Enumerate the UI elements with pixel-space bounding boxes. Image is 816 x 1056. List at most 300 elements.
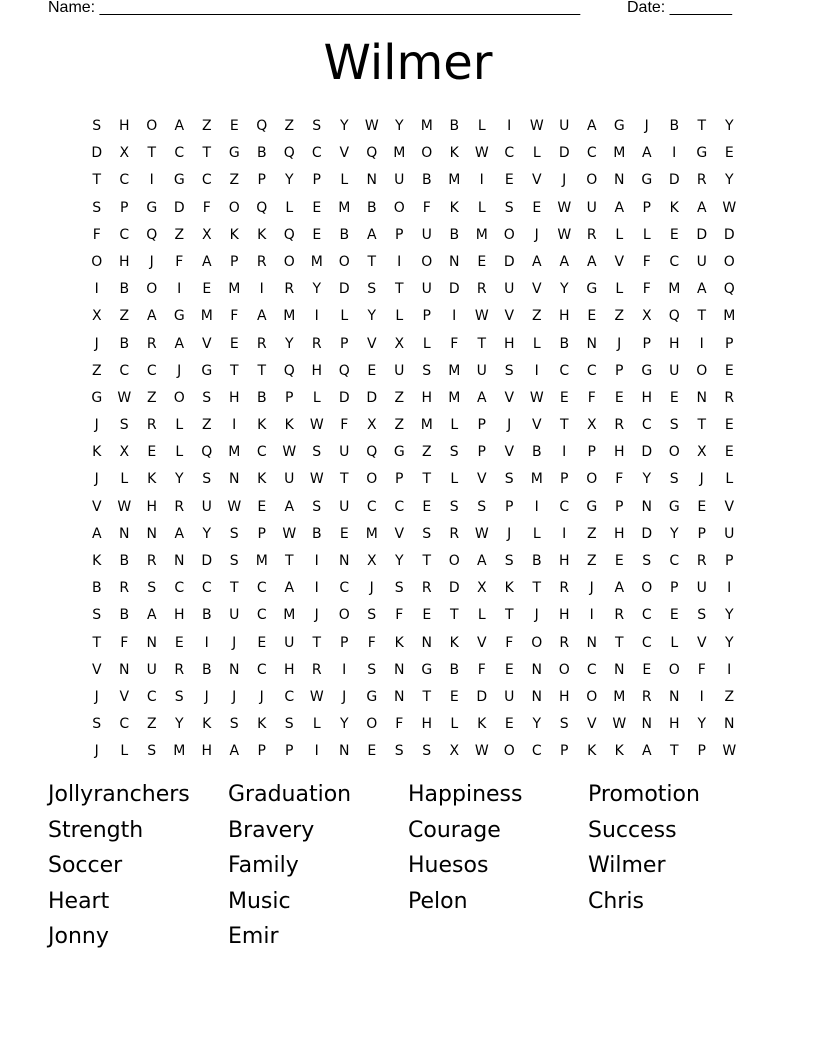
word-search-grid — [83, 113, 743, 766]
grid-letter: X — [119, 145, 130, 162]
grid-letter: H — [201, 743, 213, 760]
grid-letter: Q — [723, 281, 735, 298]
grid-letter: Z — [421, 444, 432, 461]
grid-letter: S — [92, 607, 102, 624]
grid-letter: H — [311, 362, 323, 379]
grid-letter: T — [477, 335, 487, 352]
grid-letter: N — [586, 335, 597, 352]
grid-letter: I — [727, 580, 732, 597]
grid-letter: E — [697, 498, 707, 515]
grid-letter: Y — [284, 172, 294, 189]
grid-row — [83, 439, 743, 466]
grid-letter: T — [284, 553, 294, 569]
grid-letter: T — [92, 634, 102, 651]
grid-letter: B — [256, 145, 267, 162]
grid-letter: K — [147, 471, 157, 488]
grid-letter: U — [339, 444, 350, 461]
grid-letter: L — [175, 417, 184, 434]
grid-letter: R — [614, 417, 625, 434]
grid-letter: K — [257, 471, 267, 488]
grid-letter: F — [340, 417, 349, 434]
grid-letter: P — [642, 335, 651, 352]
grid-letter: S — [449, 444, 459, 461]
grid-letter: M — [448, 389, 461, 406]
grid-letter: C — [669, 553, 680, 569]
grid-letter: P — [340, 335, 349, 352]
grid-letter: T — [257, 362, 267, 379]
grid-letter: D — [641, 444, 653, 461]
grid-letter: F — [367, 634, 376, 651]
grid-letter: S — [147, 580, 157, 597]
grid-letter: K — [587, 743, 597, 760]
grid-letter: W — [117, 389, 132, 406]
grid-letter: Z — [531, 308, 542, 325]
grid-letter: E — [669, 389, 679, 406]
grid-letter: J — [94, 417, 99, 434]
grid-letter: F — [92, 226, 101, 243]
grid-letter: Y — [642, 471, 652, 488]
grid-letter: C — [641, 634, 652, 651]
date-field-label: Date: _______ — [627, 0, 732, 16]
grid-letter: G — [696, 145, 708, 162]
grid-letter: Q — [283, 362, 295, 379]
grid-letter: T — [312, 634, 322, 651]
grid-letter: E — [257, 634, 267, 651]
grid-letter: E — [174, 634, 184, 651]
grid-letter: P — [587, 444, 596, 461]
grid-letter: A — [284, 498, 295, 515]
grid-letter: I — [342, 661, 347, 678]
grid-letter: B — [201, 661, 212, 678]
grid-letter: I — [562, 444, 567, 461]
grid-letter: F — [175, 253, 184, 270]
grid-letter: I — [589, 607, 594, 624]
grid-letter: C — [586, 661, 597, 678]
grid-letter: I — [534, 362, 539, 379]
grid-letter: S — [367, 281, 377, 298]
grid-letter: A — [696, 199, 707, 216]
grid-letter: K — [257, 716, 267, 733]
grid-letter: Q — [283, 226, 295, 243]
grid-letter: E — [614, 389, 624, 406]
grid-letter: L — [725, 471, 734, 488]
grid-letter: D — [696, 226, 708, 243]
grid-letter: E — [669, 607, 679, 624]
grid-letter: Y — [724, 118, 734, 134]
grid-letter: X — [366, 417, 377, 434]
grid-letter: L — [422, 335, 431, 352]
grid-letter: Z — [284, 118, 295, 134]
grid-letter: Z — [724, 688, 735, 705]
grid-letter: H — [421, 389, 433, 406]
grid-letter: S — [229, 553, 239, 569]
grid-letter: W — [557, 199, 572, 216]
grid-letter: T — [697, 417, 707, 434]
grid-letter: I — [562, 525, 567, 542]
grid-letter: U — [339, 498, 350, 515]
grid-letter: M — [228, 281, 241, 298]
grid-letter: C — [504, 145, 515, 162]
grid-letter: K — [394, 634, 404, 651]
grid-letter: G — [668, 498, 680, 515]
grid-letter: R — [586, 226, 597, 243]
grid-letter: O — [421, 253, 433, 270]
grid-letter: W — [309, 688, 324, 705]
grid-letter: L — [532, 145, 541, 162]
grid-letter: L — [450, 716, 459, 733]
grid-letter: J — [589, 580, 594, 597]
grid-letter: R — [119, 580, 130, 597]
grid-letter: Y — [724, 634, 734, 651]
grid-letter: P — [422, 308, 431, 325]
grid-letter: A — [146, 308, 157, 325]
grid-letter: L — [395, 308, 404, 325]
grid-letter: B — [449, 118, 460, 134]
grid-letter: Z — [201, 118, 212, 134]
grid-letter: Q — [366, 145, 378, 162]
grid-letter: T — [367, 253, 377, 270]
grid-letter: N — [119, 661, 130, 678]
grid-row — [83, 684, 743, 711]
grid-letter: T — [422, 471, 432, 488]
grid-letter: Z — [174, 226, 185, 243]
word-list-item: Huesos — [408, 853, 489, 879]
grid-letter: C — [559, 362, 570, 379]
grid-letter: D — [201, 553, 213, 569]
grid-letter: V — [724, 498, 735, 515]
grid-letter: N — [724, 716, 735, 733]
grid-letter: K — [202, 716, 212, 733]
grid-letter: R — [256, 253, 267, 270]
grid-letter: A — [174, 335, 185, 352]
grid-letter: N — [586, 634, 597, 651]
grid-letter: T — [504, 607, 514, 624]
grid-letter: C — [256, 661, 267, 678]
grid-letter: J — [149, 253, 154, 270]
grid-letter: B — [421, 172, 432, 189]
grid-letter: H — [558, 308, 570, 325]
grid-letter: W — [474, 743, 489, 760]
grid-letter: W — [227, 498, 242, 515]
grid-letter: N — [339, 743, 350, 760]
grid-letter: O — [641, 580, 653, 597]
grid-letter: J — [699, 471, 704, 488]
word-list-item: Pelon — [408, 888, 468, 914]
grid-letter: S — [312, 118, 322, 134]
grid-letter: E — [147, 444, 157, 461]
grid-letter: S — [477, 498, 487, 515]
grid-letter: P — [642, 199, 651, 216]
grid-letter: Z — [394, 389, 405, 406]
grid-letter: D — [723, 226, 735, 243]
grid-row — [83, 630, 743, 657]
grid-letter: W — [474, 308, 489, 325]
grid-letter: O — [586, 471, 598, 488]
grid-letter: I — [259, 281, 264, 298]
grid-row — [83, 303, 743, 330]
grid-letter: L — [340, 308, 349, 325]
grid-letter: L — [175, 444, 184, 461]
grid-letter: P — [120, 199, 129, 216]
grid-letter: I — [727, 661, 732, 678]
grid-letter: W — [282, 525, 297, 542]
grid-letter: Y — [367, 308, 377, 325]
grid-letter: V — [91, 498, 102, 515]
grid-row — [83, 466, 743, 493]
grid-letter: V — [476, 471, 487, 488]
grid-letter: J — [94, 743, 99, 760]
grid-letter: O — [668, 444, 680, 461]
grid-letter: V — [586, 716, 597, 733]
grid-letter: N — [421, 634, 432, 651]
grid-letter: L — [312, 716, 321, 733]
grid-letter: M — [448, 362, 461, 379]
grid-letter: A — [146, 607, 157, 624]
grid-letter: R — [449, 525, 460, 542]
grid-letter: Y — [697, 716, 707, 733]
word-list-item: Happiness — [408, 782, 523, 807]
grid-letter: V — [339, 145, 350, 162]
grid-letter: C — [201, 172, 212, 189]
word-list-item: Courage — [408, 817, 501, 843]
grid-letter: S — [202, 471, 212, 488]
grid-letter: H — [558, 688, 570, 705]
grid-letter: M — [338, 199, 351, 216]
grid-letter: C — [586, 145, 597, 162]
grid-letter: T — [394, 281, 404, 298]
grid-letter: A — [614, 580, 625, 597]
grid-letter: O — [448, 553, 460, 569]
grid-letter: M — [255, 553, 268, 569]
grid-letter: V — [531, 172, 542, 189]
grid-letter: A — [586, 118, 597, 134]
grid-letter: G — [366, 688, 378, 705]
grid-letter: Y — [559, 281, 569, 298]
grid-letter: O — [91, 253, 103, 270]
grid-letter: G — [586, 498, 598, 515]
grid-letter: L — [670, 634, 679, 651]
grid-letter: E — [669, 226, 679, 243]
grid-letter: N — [614, 172, 625, 189]
grid-letter: S — [202, 389, 212, 406]
grid-letter: O — [366, 471, 378, 488]
grid-letter: F — [450, 335, 459, 352]
grid-letter: H — [146, 498, 158, 515]
grid-letter: B — [559, 335, 570, 352]
grid-letter: F — [642, 281, 651, 298]
grid-letter: U — [504, 688, 515, 705]
grid-letter: J — [562, 172, 567, 189]
grid-letter: I — [672, 145, 677, 162]
grid-letter: E — [724, 362, 734, 379]
grid-letter: E — [504, 172, 514, 189]
grid-letter: R — [559, 634, 570, 651]
grid-letter: L — [120, 743, 129, 760]
grid-letter: N — [174, 553, 185, 569]
grid-letter: A — [366, 226, 377, 243]
grid-letter: J — [94, 335, 99, 352]
grid-row — [83, 385, 743, 412]
grid-letter: S — [147, 743, 157, 760]
grid-row — [83, 113, 743, 140]
grid-letter: P — [670, 580, 679, 597]
grid-letter: A — [476, 389, 487, 406]
grid-letter: D — [641, 525, 653, 542]
grid-letter: E — [202, 281, 212, 298]
grid-letter: M — [613, 688, 626, 705]
grid-letter: E — [642, 661, 652, 678]
grid-letter: K — [477, 716, 487, 733]
grid-letter: M — [173, 743, 186, 760]
grid-letter: V — [696, 634, 707, 651]
grid-letter: N — [229, 661, 240, 678]
grid-letter: M — [283, 308, 296, 325]
grid-letter: V — [91, 661, 102, 678]
grid-letter: A — [696, 281, 707, 298]
grid-letter: I — [314, 308, 319, 325]
grid-letter: X — [476, 580, 487, 597]
grid-letter: T — [669, 743, 679, 760]
grid-letter: Q — [668, 308, 680, 325]
grid-letter: S — [119, 417, 129, 434]
grid-letter: D — [503, 253, 515, 270]
grid-row — [83, 602, 743, 629]
grid-letter: J — [94, 688, 99, 705]
grid-letter: L — [532, 335, 541, 352]
grid-letter: C — [174, 145, 185, 162]
grid-letter: X — [394, 335, 405, 352]
word-list-item: Music — [228, 888, 291, 914]
grid-letter: F — [505, 634, 514, 651]
grid-letter: C — [284, 688, 295, 705]
grid-letter: C — [586, 362, 597, 379]
grid-letter: R — [724, 389, 735, 406]
grid-letter: C — [256, 580, 267, 597]
grid-letter: Q — [283, 145, 295, 162]
grid-letter: H — [283, 661, 295, 678]
grid-letter: L — [642, 226, 651, 243]
grid-letter: O — [668, 661, 680, 678]
grid-letter: N — [669, 688, 680, 705]
grid-letter: E — [257, 498, 267, 515]
grid-letter: B — [449, 226, 460, 243]
grid-letter: P — [230, 253, 239, 270]
grid-letter: G — [421, 661, 433, 678]
grid-letter: H — [613, 525, 625, 542]
grid-letter: Y — [394, 118, 404, 134]
grid-letter: I — [204, 634, 209, 651]
grid-letter: N — [229, 471, 240, 488]
grid-letter: C — [201, 580, 212, 597]
grid-letter: U — [394, 172, 405, 189]
grid-letter: B — [201, 607, 212, 624]
grid-letter: V — [531, 281, 542, 298]
grid-letter: W — [364, 118, 379, 134]
grid-letter: P — [477, 444, 486, 461]
grid-letter: W — [309, 471, 324, 488]
word-list-item: Heart — [48, 888, 110, 914]
grid-letter: S — [669, 417, 679, 434]
grid-letter: T — [422, 553, 432, 569]
grid-letter: K — [449, 199, 459, 216]
grid-letter: F — [120, 634, 129, 651]
grid-letter: L — [285, 199, 294, 216]
grid-letter: I — [452, 308, 457, 325]
grid-letter: A — [174, 525, 185, 542]
grid-letter: C — [146, 362, 157, 379]
grid-letter: B — [669, 118, 680, 134]
grid-letter: M — [393, 145, 406, 162]
grid-letter: T — [422, 688, 432, 705]
grid-letter: F — [615, 471, 624, 488]
grid-letter: I — [507, 118, 512, 134]
grid-letter: W — [612, 716, 627, 733]
grid-letter: O — [558, 661, 570, 678]
grid-letter: W — [529, 389, 544, 406]
grid-letter: P — [615, 362, 624, 379]
grid-letter: A — [614, 199, 625, 216]
grid-letter: H — [668, 716, 680, 733]
word-list-item: Soccer — [48, 853, 123, 879]
grid-letter: U — [696, 253, 707, 270]
grid-letter: N — [531, 688, 542, 705]
grid-letter: M — [613, 145, 626, 162]
grid-letter: O — [393, 199, 405, 216]
grid-letter: M — [448, 172, 461, 189]
grid-letter: Z — [394, 417, 405, 434]
grid-letter: K — [257, 417, 267, 434]
grid-letter: G — [173, 172, 185, 189]
grid-letter: B — [119, 281, 130, 298]
word-list — [48, 779, 768, 957]
grid-letter: O — [696, 362, 708, 379]
grid-letter: H — [173, 607, 185, 624]
grid-letter: Y — [174, 471, 184, 488]
grid-letter: Q — [256, 118, 268, 134]
grid-letter: S — [92, 118, 102, 134]
grid-letter: T — [92, 172, 102, 189]
grid-letter: S — [642, 553, 652, 569]
grid-row — [83, 494, 743, 521]
grid-letter: H — [668, 335, 680, 352]
grid-letter: F — [642, 253, 651, 270]
grid-letter: U — [394, 362, 405, 379]
grid-letter: G — [146, 199, 158, 216]
grid-letter: J — [534, 226, 539, 243]
grid-letter: J — [369, 580, 374, 597]
grid-row — [83, 412, 743, 439]
grid-letter: X — [201, 226, 212, 243]
grid-letter: S — [312, 444, 322, 461]
grid-letter: T — [229, 362, 239, 379]
grid-letter: U — [229, 607, 240, 624]
grid-letter: Z — [119, 308, 130, 325]
grid-letter: X — [641, 308, 652, 325]
grid-letter: V — [504, 444, 515, 461]
grid-letter: D — [366, 389, 378, 406]
grid-letter: M — [283, 607, 296, 624]
grid-letter: D — [448, 580, 460, 597]
grid-letter: P — [615, 498, 624, 515]
grid-letter: M — [310, 253, 323, 270]
grid-letter: A — [586, 253, 597, 270]
grid-letter: O — [586, 172, 598, 189]
grid-letter: O — [283, 253, 295, 270]
grid-letter: G — [586, 281, 598, 298]
grid-letter: C — [174, 580, 185, 597]
grid-letter: P — [505, 498, 514, 515]
grid-letter: P — [285, 743, 294, 760]
